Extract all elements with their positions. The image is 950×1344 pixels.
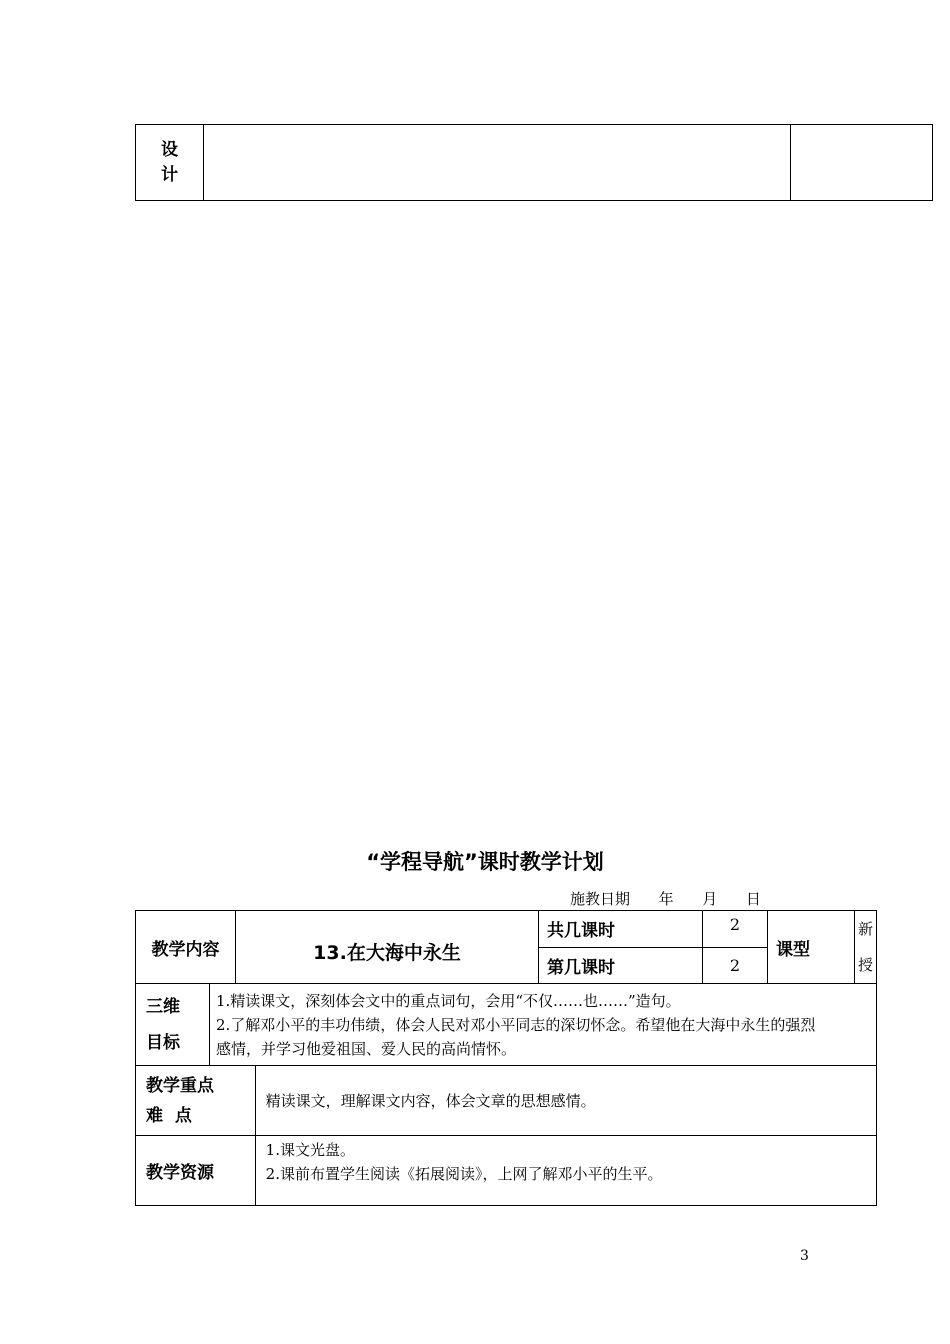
design-label-2: 计 [161,164,178,185]
goals-label-cell [136,984,210,1066]
design-label-1: 设 [161,139,178,160]
resources-label: 教学资源 [136,1136,256,1206]
lesson-type-cell [855,911,877,984]
page-title: “学程导航”课时教学计划 [366,850,604,874]
goals-text-cell [210,984,877,1066]
total-periods-label: 共几课时 [539,911,703,948]
design-label-cell [136,125,204,201]
goals-label-2: 目标 [146,1032,180,1053]
lesson-type-value-2: 授 [857,956,873,974]
resources-text-cell [255,1136,876,1206]
lesson-header-table [135,910,877,984]
goals-line-1: 1.精读课文，深刻体会文中的重点词句，会用“不仅……也……”造句。 [216,991,681,1010]
page-number: 3 [800,1248,809,1264]
goals-line-3: 感情，并学习他爱祖国、爱人民的高尚情怀。 [216,1039,517,1058]
keypoints-label-cell [136,1066,256,1136]
nth-period-label: 第几课时 [539,947,703,984]
keypoints-label-2: 难 点 [146,1105,192,1126]
lesson-type-label: 课型 [768,911,855,984]
design-content-cell [204,125,791,201]
design-table [135,124,933,201]
keypoints-label-1: 教学重点 [146,1075,214,1096]
resources-line-1: 1.课文光盘。 [265,1141,355,1159]
resources-line-2: 2.课前布置学生阅读《拓展阅读》，上网了解邓小平的生平。 [265,1165,663,1183]
keypoints-text: 精读课文，理解课文内容，体会文章的思想感情。 [255,1066,876,1136]
lesson-title: 13.在大海中永生 [313,941,461,964]
nth-period-value: 2 [703,947,768,984]
content-label: 教学内容 [136,911,236,984]
goals-label-1: 三维 [146,996,180,1017]
lesson-type-value-1: 新 [857,920,873,938]
goals-line-2: 2.了解邓小平的丰功伟绩，体会人民对邓小平同志的深切怀念。希望他在大海中永生的强烈 [216,1015,816,1034]
lesson-detail-table [135,983,877,1206]
design-note-cell [791,125,933,201]
total-periods-value: 2 [703,911,768,948]
date-line: 施教日期 年 月 日 [570,890,761,908]
